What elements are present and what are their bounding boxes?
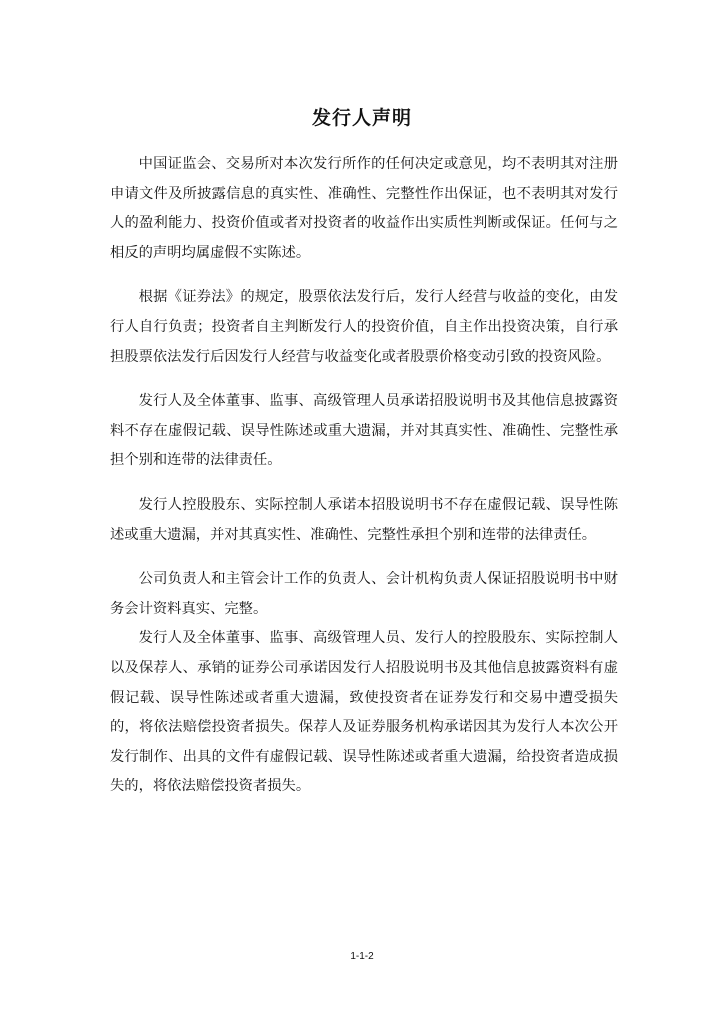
paragraph-financial-data-guarantee: 公司负责人和主管会计工作的负责人、会计机构负责人保证招股说明书中财务会计资料真实、完整。 [110, 571, 618, 617]
paragraph-controlling-shareholder-commitment: 发行人控股股东、实际控制人承诺本招股说明书不存在虚假记载、误导性陈述或重大遗漏，并对其真实性、准确性、完整性承担个别和连带的法律责任。 [110, 496, 618, 543]
page-number: 1-1-2 [350, 951, 374, 962]
paragraph-securities-law-risk: 根据《证券法》的规定，股票依法发行后，发行人经营与收益的变化，由发行人自行负责；投资者自主判断发行人的投资价值，自主作出投资决策，自行承担股票依法发行后因发行人经营与收益变化或者股票价格变动引致的投资风险。 [110, 289, 618, 365]
document-body [110, 150, 618, 817]
paragraph-directors-commitment: 发行人及全体董事、监事、高级管理人员承诺招股说明书及其他信息披露资料不存在虚假记载、误导性陈述或重大遗漏，并对其真实性、准确性、完整性承担个别和连带的法律责任。 [110, 393, 618, 469]
page-title: 发行人声明 [311, 107, 412, 129]
paragraph-regulator-disclaimer: 中国证监会、交易所对本次发行所作的任何决定或意见，均不表明其对注册申请文件及所披露信息的真实性、准确性、完整性作出保证，也不表明其对发行人的盈利能力、投资价值或者对投资者的收益作出实质性判断或保证。任何与之相反的声明均属虚假不实陈述。 [110, 156, 618, 261]
paragraph-compensation-commitment: 发行人及全体董事、监事、高级管理人员、发行人的控股股东、实际控制人以及保荐人、承销的证券公司承诺因发行人招股说明书及其他信息披露资料有虚假记载、误导性陈述或者重大遗漏，致使投资者在证券发行和交易中遭受损失的，将依法赔偿投资者损失。保荐人及证券服务机构承诺因其为发行人本次公开发行制作、出具的文件有虚假记载、误导性陈述或者重大遗漏，给投资者造成损失的，将依法赔偿投资者损失。 [110, 630, 618, 795]
